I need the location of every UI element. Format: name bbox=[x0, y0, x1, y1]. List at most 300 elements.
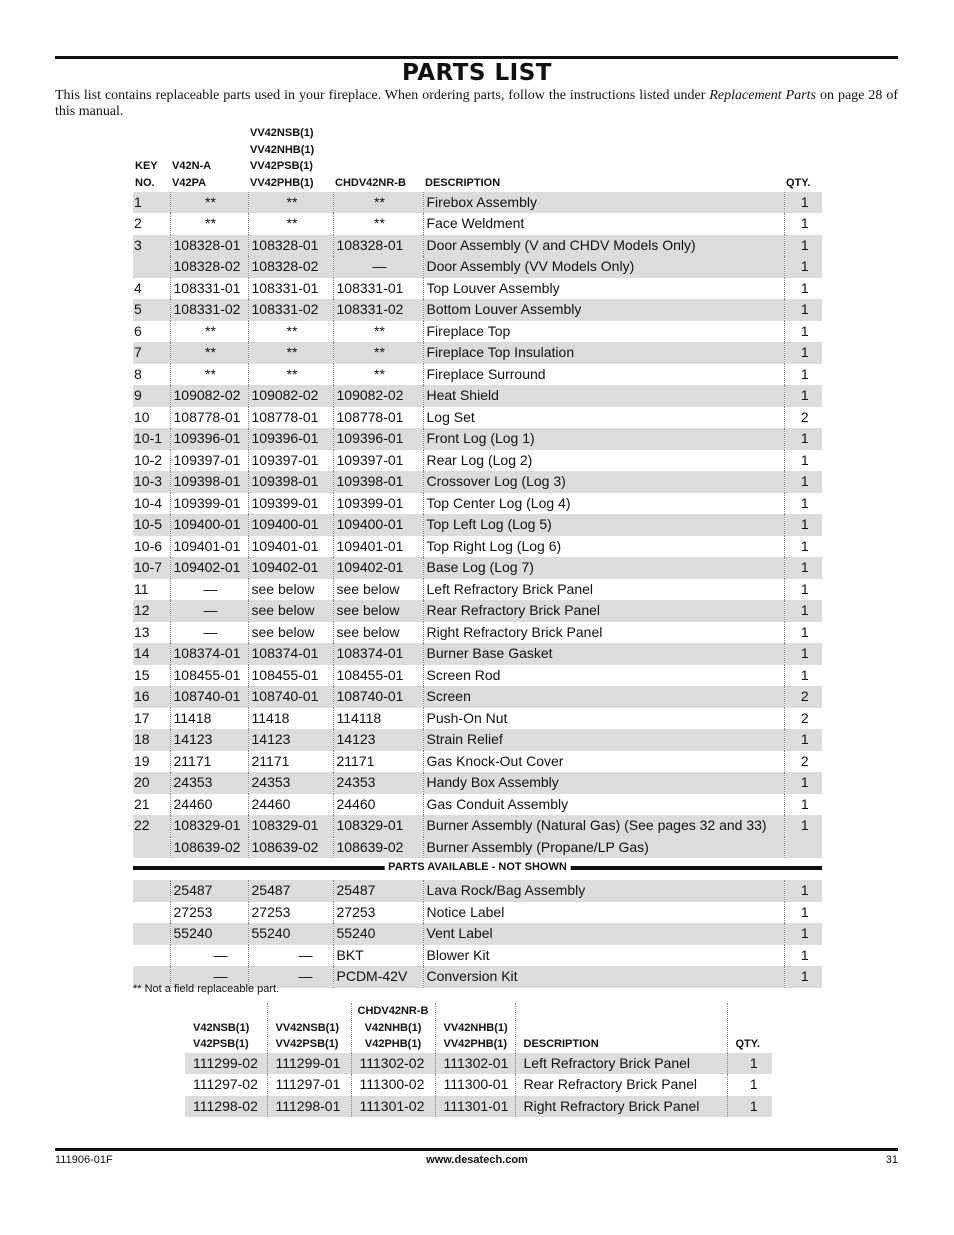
description-cell: Crossover Log (Log 3) bbox=[423, 471, 784, 493]
part-number-cell: 111297-02 bbox=[193, 1076, 258, 1092]
intro-text-1: This list contains replaceable parts used in your fireplace. When ordering parts, follow the instructions listed under bbox=[55, 88, 710, 103]
description-cell: Heat Shield bbox=[423, 385, 784, 407]
table-row bbox=[133, 364, 822, 386]
part-number-cell: 108740-01 bbox=[248, 686, 333, 708]
part-number-cell: 108455-01 bbox=[170, 665, 248, 687]
quantity-cell bbox=[784, 837, 822, 859]
page-title: PARTS LIST bbox=[402, 60, 552, 86]
key-number-cell: 10-4 bbox=[134, 494, 163, 511]
key-number-cell: 9 bbox=[133, 385, 170, 407]
description-cell: Top Louver Assembly bbox=[423, 278, 784, 300]
table-row bbox=[133, 235, 822, 257]
part-number-cell: ** bbox=[170, 321, 248, 343]
quantity-cell: 1 bbox=[784, 729, 822, 751]
key-number-cell bbox=[133, 880, 170, 902]
quantity-cell: 1 bbox=[784, 945, 822, 967]
table-row bbox=[133, 557, 822, 579]
key-number-cell: 10-5 bbox=[133, 514, 170, 536]
description-cell: Rear Log (Log 2) bbox=[423, 450, 784, 472]
part-number-cell: 109399-01 bbox=[333, 493, 423, 515]
part-number-cell: 108374-01 bbox=[170, 643, 248, 665]
part-number-cell: 108639-02 bbox=[333, 837, 423, 859]
part-number-cell: 108328-02 bbox=[248, 256, 333, 278]
quantity-cell: 1 bbox=[784, 278, 822, 300]
part-number-cell: 111297-01 bbox=[267, 1074, 351, 1096]
quantity-cell: 2 bbox=[784, 686, 822, 708]
part-number-cell: 109400-01 bbox=[170, 514, 248, 536]
part-number-cell: 108329-01 bbox=[170, 815, 248, 837]
part-number-cell: 109401-01 bbox=[248, 536, 333, 558]
quantity-cell: 1 bbox=[784, 299, 822, 321]
refractory-table-header bbox=[185, 1003, 772, 1053]
part-number-cell: 108455-01 bbox=[248, 665, 333, 687]
description-cell: Fireplace Surround bbox=[423, 364, 784, 386]
key-number-cell: 10-2 bbox=[134, 451, 163, 468]
part-number-cell: ** bbox=[170, 364, 248, 386]
part-number-cell: 108639-02 bbox=[248, 837, 333, 859]
description-cell: Top Center Log (Log 4) bbox=[423, 493, 784, 515]
part-number-cell: ** bbox=[248, 364, 333, 386]
description-cell: Door Assembly (V and CHDV Models Only) bbox=[423, 235, 784, 257]
description-cell: Burner Assembly (Propane/LP Gas) bbox=[423, 837, 784, 859]
table-row bbox=[133, 708, 822, 730]
description-cell: Vent Label bbox=[423, 923, 784, 945]
part-number-cell: 27253 bbox=[248, 902, 333, 924]
part-number-cell: 108374-01 bbox=[248, 643, 333, 665]
header-vv42-models: VV42NSB(1) VV42NHB(1) VV42PSB(1) VV42PHB(1) bbox=[250, 127, 315, 190]
key-number-cell: 5 bbox=[133, 299, 170, 321]
part-number-cell: 111299-01 bbox=[267, 1053, 351, 1075]
intro-paragraph bbox=[55, 88, 898, 120]
part-number-cell: 108455-01 bbox=[333, 665, 423, 687]
key-number-cell: 7 bbox=[133, 342, 170, 364]
table-row bbox=[133, 407, 822, 429]
part-number-cell: ** bbox=[333, 192, 423, 214]
key-number-cell bbox=[133, 902, 170, 924]
quantity-cell: 1 bbox=[784, 815, 822, 837]
part-number-cell: ** bbox=[170, 192, 248, 214]
quantity-cell: 1 bbox=[784, 622, 822, 644]
table-row bbox=[133, 643, 822, 665]
key-number-cell: 10-6 bbox=[134, 537, 163, 554]
part-number-cell: 108329-01 bbox=[248, 815, 333, 837]
part-number-cell: 55240 bbox=[333, 923, 423, 945]
quantity-cell: 1 bbox=[784, 600, 822, 622]
document-number: 111906-01F bbox=[55, 1154, 113, 1166]
description-cell: Notice Label bbox=[423, 902, 784, 924]
part-number-cell: 11418 bbox=[248, 708, 333, 730]
part-number-cell: 108740-01 bbox=[170, 686, 248, 708]
part-number-cell: 109401-01 bbox=[170, 536, 248, 558]
part-number-cell: 27253 bbox=[170, 902, 248, 924]
part-number-cell: 55240 bbox=[170, 923, 248, 945]
quantity-cell: 1 bbox=[727, 1053, 772, 1075]
description-cell: Fireplace Top Insulation bbox=[423, 342, 784, 364]
quantity-cell: 1 bbox=[784, 772, 822, 794]
description-cell: Rear Refractory Brick Panel bbox=[423, 600, 784, 622]
key-number-cell: 10-3 bbox=[133, 471, 170, 493]
key-number-cell bbox=[133, 945, 170, 967]
sub-header-v42nsb: V42NSB(1) V42PSB(1) bbox=[193, 1021, 250, 1050]
description-cell: Bottom Louver Assembly bbox=[423, 299, 784, 321]
quantity-cell: 1 bbox=[784, 514, 822, 536]
table-row bbox=[133, 536, 822, 558]
part-number-cell: BKT bbox=[333, 945, 423, 967]
part-number-cell: 21171 bbox=[333, 751, 423, 773]
table-row bbox=[133, 945, 822, 967]
description-cell: Gas Conduit Assembly bbox=[423, 794, 784, 816]
description-cell: Firebox Assembly bbox=[423, 192, 784, 214]
part-number-cell: 109396-01 bbox=[170, 428, 248, 450]
key-number-cell: 4 bbox=[134, 279, 142, 296]
table-row bbox=[133, 299, 822, 321]
part-number-cell: 109400-01 bbox=[248, 514, 333, 536]
part-number-cell: 14123 bbox=[170, 729, 248, 751]
part-number-cell: 14123 bbox=[248, 729, 333, 751]
part-number-cell: ** bbox=[170, 342, 248, 364]
part-number-cell: ** bbox=[248, 192, 333, 214]
key-number-cell: 19 bbox=[134, 752, 150, 769]
part-number-cell: 109399-01 bbox=[248, 493, 333, 515]
table-row bbox=[133, 579, 822, 601]
sub-header-vv42nhb: VV42NHB(1) VV42PHB(1) bbox=[435, 1003, 515, 1053]
table-row bbox=[185, 1074, 772, 1096]
description-cell: Left Refractory Brick Panel bbox=[423, 579, 784, 601]
quantity-cell: 1 bbox=[784, 428, 822, 450]
part-number-cell: 14123 bbox=[333, 729, 423, 751]
quantity-cell: 1 bbox=[784, 966, 822, 988]
part-number-cell: 109397-01 bbox=[333, 450, 423, 472]
footnote: ** Not a field replaceable part. bbox=[133, 983, 280, 995]
part-number-cell: 108331-01 bbox=[248, 278, 333, 300]
part-number-cell: 24460 bbox=[248, 794, 333, 816]
quantity-cell: 1 bbox=[784, 493, 822, 515]
key-number-cell: 2 bbox=[134, 215, 142, 232]
key-number-cell: 8 bbox=[134, 365, 142, 382]
table-row bbox=[133, 880, 822, 902]
description-cell: Base Log (Log 7) bbox=[423, 557, 784, 579]
description-cell: Rear Refractory Brick Panel bbox=[515, 1074, 727, 1096]
part-number-cell: 24460 bbox=[170, 794, 248, 816]
part-number-cell: 21171 bbox=[170, 751, 248, 773]
table-row bbox=[133, 751, 822, 773]
key-number-cell: 10-1 bbox=[133, 428, 170, 450]
part-number-cell: — bbox=[170, 945, 248, 967]
parts-table bbox=[133, 125, 822, 988]
table-row bbox=[185, 1096, 772, 1118]
key-number-cell: 20 bbox=[133, 772, 170, 794]
description-cell: Left Refractory Brick Panel bbox=[515, 1053, 727, 1075]
part-number-cell: 25487 bbox=[248, 880, 333, 902]
separator-label: PARTS AVAILABLE - NOT SHOWN bbox=[384, 860, 571, 874]
part-number-cell: 108328-01 bbox=[248, 235, 333, 257]
part-number-cell: 24353 bbox=[248, 772, 333, 794]
quantity-cell: 1 bbox=[784, 665, 822, 687]
part-number-cell: 108331-02 bbox=[170, 299, 248, 321]
description-cell: Blower Kit bbox=[423, 945, 784, 967]
top-rule bbox=[55, 56, 898, 59]
part-number-cell: 111302-01 bbox=[435, 1053, 515, 1075]
part-number-cell: 111300-01 bbox=[435, 1074, 515, 1096]
table-row bbox=[133, 772, 822, 794]
description-cell: Screen Rod bbox=[423, 665, 784, 687]
part-number-cell: 114118 bbox=[333, 708, 423, 730]
quantity-cell: 1 bbox=[784, 256, 822, 278]
part-number-cell: see below bbox=[333, 622, 423, 644]
part-number-cell: ** bbox=[248, 342, 333, 364]
quantity-cell: 1 bbox=[784, 643, 822, 665]
quantity-cell: 2 bbox=[784, 708, 822, 730]
table-row bbox=[133, 213, 822, 235]
table-row bbox=[133, 837, 822, 859]
parts-table-header bbox=[133, 125, 822, 192]
part-number-cell: 111301-02 bbox=[351, 1096, 435, 1118]
description-cell: Lava Rock/Bag Assembly bbox=[423, 880, 784, 902]
table-row bbox=[133, 493, 822, 515]
part-number-cell: — bbox=[170, 622, 248, 644]
part-number-cell: 109399-01 bbox=[170, 493, 248, 515]
header-chdv42nr-b: CHDV42NR-B bbox=[335, 177, 406, 190]
part-number-cell: — bbox=[170, 966, 248, 988]
part-number-cell: 108740-01 bbox=[333, 686, 423, 708]
part-number-cell: 108329-01 bbox=[333, 815, 423, 837]
part-number-cell: — bbox=[170, 579, 248, 601]
quantity-cell: 1 bbox=[784, 902, 822, 924]
part-number-cell: ** bbox=[333, 342, 423, 364]
description-cell: Strain Relief bbox=[423, 729, 784, 751]
quantity-cell: 2 bbox=[784, 407, 822, 429]
table-row bbox=[133, 450, 822, 472]
part-number-cell: 108778-01 bbox=[333, 407, 423, 429]
header-v42n-a: V42N-A V42PA bbox=[172, 160, 212, 190]
page-number: 31 bbox=[885, 1154, 898, 1166]
key-number-cell: 13 bbox=[134, 623, 150, 640]
part-number-cell: 109397-01 bbox=[170, 450, 248, 472]
table-row bbox=[133, 192, 822, 214]
quantity-cell: 1 bbox=[784, 471, 822, 493]
part-number-cell: 55240 bbox=[248, 923, 333, 945]
key-number-cell: 17 bbox=[134, 709, 150, 726]
quantity-cell: 1 bbox=[784, 557, 822, 579]
description-cell: Gas Knock-Out Cover bbox=[423, 751, 784, 773]
refractory-panel-table bbox=[185, 1003, 772, 1117]
table-row bbox=[133, 729, 822, 751]
key-number-cell bbox=[133, 923, 170, 945]
part-number-cell: 27253 bbox=[333, 902, 423, 924]
table-row bbox=[133, 428, 822, 450]
key-number-cell: 12 bbox=[133, 600, 170, 622]
part-number-cell: 109402-01 bbox=[333, 557, 423, 579]
part-number-cell: 109396-01 bbox=[333, 428, 423, 450]
description-cell: Top Right Log (Log 6) bbox=[423, 536, 784, 558]
part-number-cell: 111298-02 bbox=[185, 1096, 267, 1118]
part-number-cell: 25487 bbox=[170, 880, 248, 902]
table-row bbox=[133, 665, 822, 687]
sub-header-description: DESCRIPTION bbox=[515, 1003, 727, 1053]
part-number-cell: PCDM-42V bbox=[333, 966, 423, 988]
part-number-cell: 111298-01 bbox=[267, 1096, 351, 1118]
part-number-cell: 108331-02 bbox=[333, 299, 423, 321]
description-cell: Push-On Nut bbox=[423, 708, 784, 730]
part-number-cell: ** bbox=[333, 364, 423, 386]
part-number-cell: ** bbox=[170, 213, 248, 235]
quantity-cell: 1 bbox=[784, 579, 822, 601]
part-number-cell: ** bbox=[333, 321, 423, 343]
part-number-cell: 108331-02 bbox=[248, 299, 333, 321]
table-row bbox=[133, 622, 822, 644]
description-cell: Log Set bbox=[423, 407, 784, 429]
sub-header-chdv42nr-b: CHDV42NR-B V42NHB(1) V42PHB(1) bbox=[351, 1003, 435, 1053]
quantity-cell: 1 bbox=[784, 235, 822, 257]
quantity-cell: 1 bbox=[784, 385, 822, 407]
key-number-cell: 16 bbox=[133, 686, 170, 708]
part-number-cell: 109401-01 bbox=[333, 536, 423, 558]
quantity-cell: 1 bbox=[784, 923, 822, 945]
part-number-cell: ** bbox=[333, 213, 423, 235]
description-cell: Burner Base Gasket bbox=[423, 643, 784, 665]
quantity-cell: 1 bbox=[784, 342, 822, 364]
quantity-cell: 1 bbox=[784, 794, 822, 816]
part-number-cell: 109396-01 bbox=[248, 428, 333, 450]
key-number-cell bbox=[133, 837, 170, 859]
table-row bbox=[133, 794, 822, 816]
part-number-cell: 108331-01 bbox=[170, 278, 248, 300]
key-number-cell: 6 bbox=[134, 322, 142, 339]
part-number-cell: 109398-01 bbox=[248, 471, 333, 493]
description-cell: Top Left Log (Log 5) bbox=[423, 514, 784, 536]
part-number-cell: see below bbox=[248, 579, 333, 601]
header-key-no: KEY NO. bbox=[135, 160, 158, 190]
description-cell: Burner Assembly (Natural Gas) (See pages 32 and 33) bbox=[423, 815, 784, 837]
part-number-cell: 109398-01 bbox=[170, 471, 248, 493]
bottom-rule bbox=[55, 1148, 898, 1151]
sub-header-qty: QTY. bbox=[727, 1003, 772, 1053]
intro-text-2: on page 28 of this manual. bbox=[55, 88, 898, 119]
intro-link-text: Replacement Parts bbox=[709, 88, 816, 103]
quantity-cell: 1 bbox=[727, 1096, 772, 1118]
description-cell: Screen bbox=[423, 686, 784, 708]
part-number-cell: 25487 bbox=[333, 880, 423, 902]
quantity-cell: 1 bbox=[727, 1074, 772, 1096]
quantity-cell: 1 bbox=[784, 192, 822, 214]
part-number-cell: 111302-02 bbox=[351, 1053, 435, 1075]
description-cell: Front Log (Log 1) bbox=[423, 428, 784, 450]
part-number-cell: 108328-02 bbox=[170, 256, 248, 278]
key-number-cell: 15 bbox=[134, 666, 150, 683]
table-row bbox=[133, 256, 822, 278]
part-number-cell: 111299-02 bbox=[185, 1053, 267, 1075]
table-row bbox=[133, 686, 822, 708]
part-number-cell: 109402-01 bbox=[170, 557, 248, 579]
quantity-cell: 1 bbox=[784, 321, 822, 343]
key-number-cell: 10-7 bbox=[133, 557, 170, 579]
part-number-cell: — bbox=[248, 966, 333, 988]
part-number-cell: 21171 bbox=[248, 751, 333, 773]
section-separator bbox=[133, 858, 822, 880]
table-row bbox=[133, 278, 822, 300]
part-number-cell: 109082-02 bbox=[248, 385, 333, 407]
quantity-cell: 1 bbox=[784, 880, 822, 902]
part-number-cell: 24460 bbox=[333, 794, 423, 816]
key-number-cell: 14 bbox=[133, 643, 170, 665]
part-number-cell: 109402-01 bbox=[248, 557, 333, 579]
part-number-cell: see below bbox=[333, 600, 423, 622]
part-number-cell: 111300-02 bbox=[351, 1074, 435, 1096]
table-row bbox=[133, 321, 822, 343]
description-cell: Right Refractory Brick Panel bbox=[423, 622, 784, 644]
quantity-cell: 1 bbox=[784, 364, 822, 386]
table-row bbox=[133, 514, 822, 536]
table-row bbox=[185, 1053, 772, 1075]
quantity-cell: 1 bbox=[784, 213, 822, 235]
header-qty: QTY. bbox=[786, 177, 811, 190]
description-cell: Face Weldment bbox=[423, 213, 784, 235]
part-number-cell: — bbox=[248, 945, 333, 967]
quantity-cell: 2 bbox=[784, 751, 822, 773]
key-number-cell: 10 bbox=[134, 408, 150, 425]
part-number-cell: 11418 bbox=[170, 708, 248, 730]
part-number-cell: see below bbox=[248, 600, 333, 622]
part-number-cell: — bbox=[170, 600, 248, 622]
part-number-cell: 24353 bbox=[333, 772, 423, 794]
part-number-cell: 108328-01 bbox=[333, 235, 423, 257]
key-number-cell: 3 bbox=[133, 235, 170, 257]
part-number-cell: 108331-01 bbox=[333, 278, 423, 300]
part-number-cell: — bbox=[333, 256, 423, 278]
quantity-cell: 1 bbox=[784, 450, 822, 472]
part-number-cell: 109082-02 bbox=[170, 385, 248, 407]
part-number-cell: 109397-01 bbox=[248, 450, 333, 472]
description-cell: Conversion Kit bbox=[423, 966, 784, 988]
key-number-cell: 22 bbox=[133, 815, 170, 837]
description-cell: Door Assembly (VV Models Only) bbox=[423, 256, 784, 278]
part-number-cell: 108778-01 bbox=[170, 407, 248, 429]
key-number-cell: 11 bbox=[134, 580, 149, 597]
sub-header-vv42nsb: VV42NSB(1) VV42PSB(1) bbox=[267, 1003, 351, 1053]
key-number-cell bbox=[133, 256, 170, 278]
part-number-cell: ** bbox=[248, 321, 333, 343]
part-number-cell: 108374-01 bbox=[333, 643, 423, 665]
table-row bbox=[133, 342, 822, 364]
part-number-cell: 108639-02 bbox=[170, 837, 248, 859]
part-number-cell: 109082-02 bbox=[333, 385, 423, 407]
key-number-cell: 1 bbox=[133, 192, 170, 214]
table-row bbox=[133, 600, 822, 622]
table-row bbox=[133, 815, 822, 837]
part-number-cell: 109398-01 bbox=[333, 471, 423, 493]
part-number-cell: see below bbox=[333, 579, 423, 601]
part-number-cell: 108778-01 bbox=[248, 407, 333, 429]
table-row bbox=[133, 385, 822, 407]
part-number-cell: 109400-01 bbox=[333, 514, 423, 536]
description-cell: Right Refractory Brick Panel bbox=[515, 1096, 727, 1118]
part-number-cell: ** bbox=[248, 213, 333, 235]
description-cell: Handy Box Assembly bbox=[423, 772, 784, 794]
part-number-cell: 111301-01 bbox=[435, 1096, 515, 1118]
table-row bbox=[133, 902, 822, 924]
table-row bbox=[133, 471, 822, 493]
key-number-cell: 18 bbox=[133, 729, 170, 751]
header-description: DESCRIPTION bbox=[425, 177, 501, 190]
description-cell: Fireplace Top bbox=[423, 321, 784, 343]
website-footer: www.desatech.com bbox=[426, 1154, 528, 1166]
part-number-cell: 24353 bbox=[170, 772, 248, 794]
quantity-cell: 1 bbox=[784, 536, 822, 558]
part-number-cell: see below bbox=[248, 622, 333, 644]
table-row bbox=[133, 923, 822, 945]
part-number-cell: 108328-01 bbox=[170, 235, 248, 257]
key-number-cell: 21 bbox=[134, 795, 150, 812]
